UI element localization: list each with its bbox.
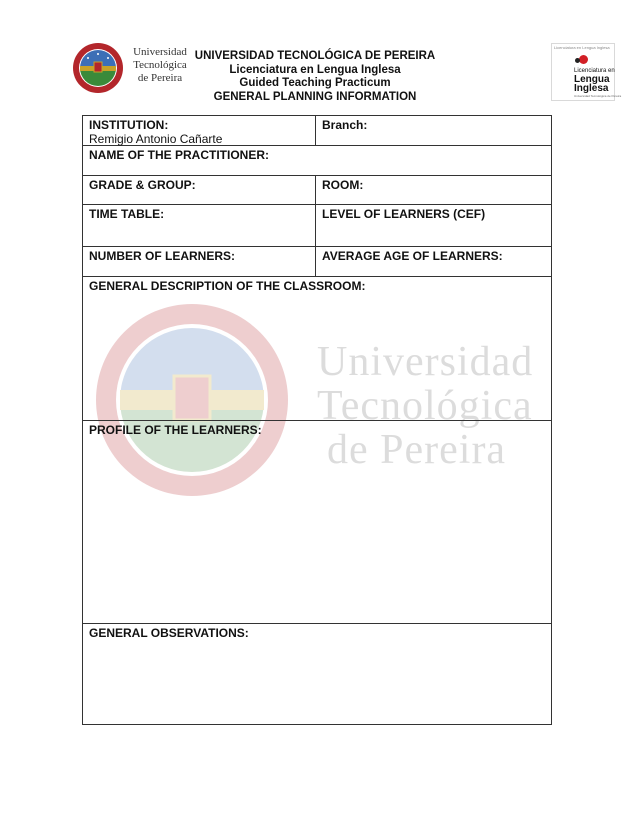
row-grade-room [83,176,551,205]
practitioner-cell[interactable] [83,146,551,175]
watermark-line-1: Universidad [317,339,534,385]
number-cell[interactable] [83,247,316,276]
planning-form [82,115,552,725]
classroom-cell[interactable] [83,277,551,420]
grade-cell[interactable] [83,176,316,204]
university-name: UNIVERSIDAD TECNOLÓGICA DE PEREIRA [194,50,436,62]
program-name: Licenciatura en Lengua Inglesa [229,63,401,76]
logo-line-1: Universidad [133,46,187,58]
course-name: Guided Teaching Practicum [239,77,391,89]
institution-label: INSTITUTION: [89,118,169,132]
row-timetable-level [83,205,551,247]
program-logo-words [574,75,610,93]
row-observations [83,624,551,724]
profile-cell[interactable] [83,421,551,623]
university-seal-icon [72,42,124,94]
program-logo-sub: Licenciatura en [574,68,615,74]
timetable-cell[interactable] [83,205,316,246]
document-header [190,50,440,104]
timetable-label: TIME TABLE: [89,207,165,221]
program-logo-word-1: Lengua [574,74,610,85]
row-institution [83,116,551,146]
program-logo-caption: Licenciatura en Lengua Inglesa [554,45,610,50]
logo-line-3: de Pereira [137,72,183,84]
watermark-line-2: Tecnológica [317,383,533,429]
program-logo-footer: Universidad Tecnológica de Pereira [574,94,622,98]
number-label: NUMBER OF LEARNERS: [89,249,235,263]
profile-label: PROFILE OF THE LEARNERS: [89,423,262,437]
program-mark-dot-icon [575,58,580,63]
row-classroom [83,277,551,421]
grade-label: GRADE & GROUP: [89,178,196,192]
practitioner-label: NAME OF THE PRACTITIONER: [89,148,269,162]
section-title: GENERAL PLANNING INFORMATION [213,90,417,103]
age-cell[interactable] [316,247,551,276]
watermark-line-3: de Pereira [327,427,507,473]
institution-cell[interactable] [83,116,316,145]
age-label: AVERAGE AGE OF LEARNERS: [322,249,503,263]
row-practitioner [83,146,551,176]
observations-label: GENERAL OBSERVATIONS: [89,626,249,640]
program-logo-word-2: Inglesa [574,83,609,94]
row-number-age [83,247,551,277]
row-profile [83,421,551,624]
branch-cell[interactable] [316,116,551,145]
program-mark-icon [579,55,588,64]
institution-value[interactable]: Remigio Antonio Cañarte [89,132,223,146]
logo-line-2: Tecnológica [133,59,187,71]
program-logo [551,43,622,101]
room-cell[interactable] [316,176,551,204]
observations-cell[interactable] [83,624,551,724]
branch-label: Branch: [322,118,368,132]
room-label: ROOM: [322,178,364,192]
level-label: LEVEL OF LEARNERS (CEF) [322,207,486,221]
level-cell[interactable] [316,205,551,246]
university-logo [72,42,190,96]
classroom-label: GENERAL DESCRIPTION OF THE CLASSROOM: [89,279,366,293]
